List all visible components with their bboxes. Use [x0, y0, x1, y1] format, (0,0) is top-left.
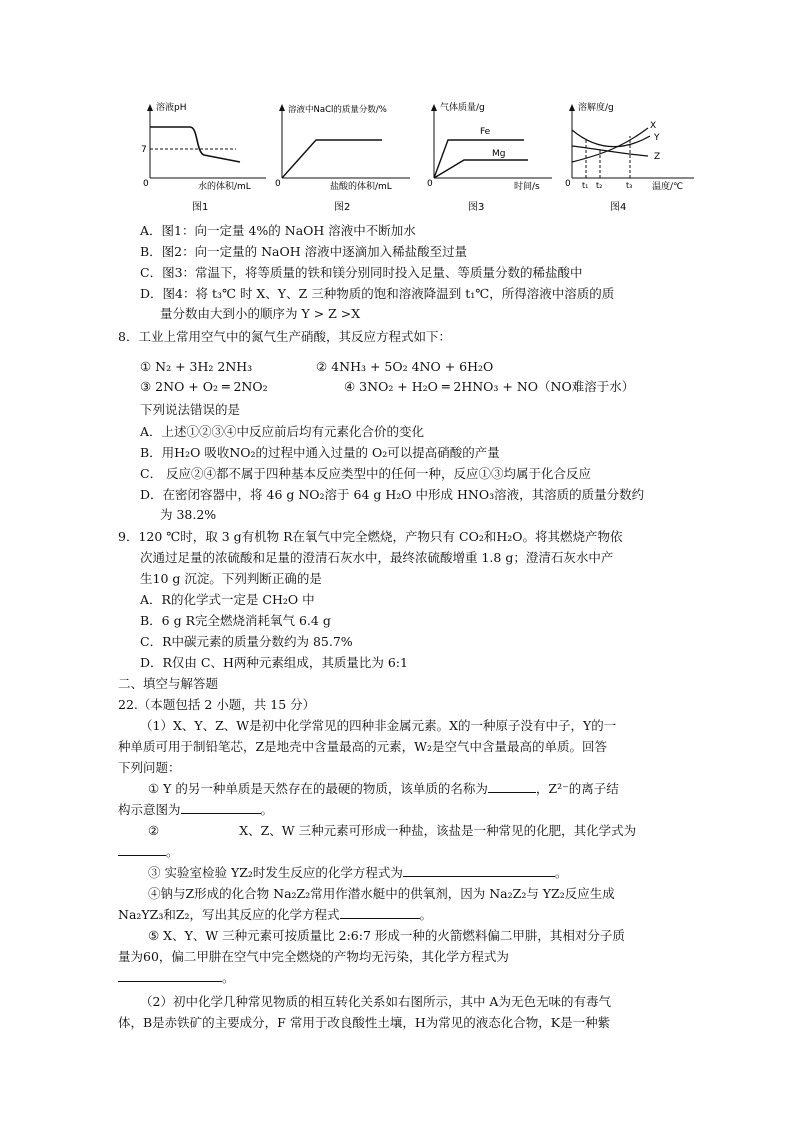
- q22-sub4-line2: [118, 906, 432, 924]
- q22-part1-line3: 下列问题：: [118, 760, 181, 775]
- answer-blank-diamond-name[interactable]: [488, 780, 536, 793]
- answer-blank-ion-diagram[interactable]: [181, 801, 261, 814]
- q22-sub1-text-d: 。: [260, 802, 274, 817]
- q7-option-d-line2: 量分数由大到小的顺序为 Y > Z >X: [160, 306, 361, 321]
- q7-option-a: A．图1：向一定量 4%的 NaOH 溶液中不断加水: [140, 223, 416, 238]
- answer-blank-co2-test-equation[interactable]: [403, 864, 555, 877]
- q22-part1-line2: 种单质可用于制铅笔芯，Z是地壳中含量最高的元素，W₂是空气中含量最高的单质。回答: [118, 739, 608, 754]
- fig3-fe-label: Fe: [480, 127, 491, 137]
- q22-part2-line1: （2）初中化学几种常见物质的相互转化关系如右图所示，其中 A为无色无味的有毒气: [140, 994, 611, 1009]
- fig2-caption: 图2: [334, 202, 351, 213]
- q22-sub2-line2: [118, 843, 179, 861]
- q9-option-d: D．R仅由 C、H两种元素组成，其质量比为 6:1: [140, 655, 408, 670]
- fig4-caption: 图4: [610, 202, 627, 213]
- q7-option-d-line1: D．图4：将 t₃℃ 时 X、Y、Z 三种物质的饱和溶液降温到 t₁℃，所得溶液中溶质的质: [140, 286, 615, 301]
- fig4-t2: t₂: [596, 181, 603, 190]
- q8-option-d-line2: 为 38.2%: [160, 507, 217, 522]
- q9-option-c: C．R中碳元素的质量分数约为 85.7%: [140, 634, 353, 649]
- q8-equation-4: ④ 3NO₂ + H₂O ═ 2HNO₃ + NO（NO难溶于水）: [344, 379, 635, 394]
- fig4-t3: t₃: [626, 181, 633, 190]
- fig4-origin: 0: [565, 179, 571, 189]
- q8-ask: 下列说法错误的是: [140, 402, 241, 417]
- fig1-xlabel: 水的体积/mL: [198, 182, 251, 192]
- q22-sub5-line1: ⑤ X、Y、W 三种元素可按质量比 2:6:7 形成一种的火箭燃料偏二甲肼，其相对分子质: [148, 928, 625, 943]
- q22-sub1-line2: [118, 801, 273, 819]
- q8-stem: 8．工业上常用空气中的氮气生产硝酸，其反应方程式如下：: [118, 329, 451, 344]
- figure-2: [272, 100, 412, 218]
- q8-option-a: A．上述①②③④中反应前后均有元素化合价的变化: [140, 424, 425, 439]
- q22-head: 22.（本题包括 2 小题，共 15 分）: [118, 697, 316, 712]
- figure-3: [424, 100, 554, 218]
- q22-part1-line1: （1）X、Y、Z、W是初中化学常见的四种非金属元素。X的一种原子没有中子，Y的一: [140, 718, 617, 733]
- fig4-z-label: Z: [654, 152, 661, 162]
- fig1-origin: 0: [143, 179, 149, 189]
- figure-1: [140, 100, 270, 218]
- fig4-t1: t₁: [582, 181, 589, 190]
- q7-option-c: C．图3：常温下，将等质量的铁和镁分别同时投入足量、等质量分数的稀盐酸中: [140, 265, 583, 280]
- q22-sub1-line1: [148, 780, 619, 798]
- q22-sub1-text-b: ，Z²⁻的离子结: [535, 781, 619, 796]
- q22-sub5-line3: [118, 969, 235, 987]
- q9-option-b: B．6 g R完全燃烧消耗氧气 6.4 g: [140, 613, 331, 628]
- figure-4: [564, 100, 698, 218]
- q22-sub2-line1: [148, 822, 636, 840]
- q8-equation-1: ① N₂ + 3H₂ 2NH₃: [140, 359, 253, 374]
- q22-sub1-text-c: 构示意图为: [118, 802, 181, 817]
- q22-sub4-text-c: 。: [419, 907, 433, 922]
- fig1-ylabel: 溶液pH: [156, 103, 187, 113]
- section-2-title: 二、填空与解答题: [118, 676, 219, 691]
- q22-sub2-text-b: X、Z、W 三种元素可形成一种盐，该盐是一种常见的化肥，其化学式为: [239, 823, 637, 838]
- answer-blank-na2o2-equation[interactable]: [340, 906, 420, 919]
- q9-stem-line3: 生10 g 沉淀。下列判断正确的是: [140, 571, 322, 586]
- q8-option-d-line1: D．在密闭容器中，将 46 g NO₂溶于 64 g H₂O 中形成 HNO₃溶液，其溶质的质量分数约: [140, 487, 645, 502]
- figures-row: [140, 100, 700, 220]
- q8-equation-2: ② 4NH₃ + 5O₂ 4NO + 6H₂O: [316, 359, 494, 374]
- fig4-x-label: X: [650, 121, 657, 131]
- q9-stem-line2: 次通过足量的浓硫酸和足量的澄清石灰水中，最终浓硫酸增重 1.8 g；澄清石灰水中产: [140, 550, 614, 565]
- q8-equation-3: ③ 2NO + O₂ ═ 2NO₂: [140, 379, 268, 394]
- fig3-ylabel: 气体质量/g: [440, 103, 485, 113]
- q22-sub3-text-b: 。: [554, 865, 568, 880]
- fig4-ylabel: 溶解度/g: [578, 103, 614, 113]
- q22-sub2-text-c: 。: [166, 844, 179, 859]
- q22-sub4-text-b: Na₂YZ₃和Z₂，写出其反应的化学方程式: [118, 907, 340, 922]
- fig3-origin: 0: [427, 179, 433, 189]
- q8-option-b: B．用H₂O 吸收NO₂的过程中通入过量的 O₂可以提高硝酸的产量: [140, 445, 500, 460]
- fig4-y-label: Y: [654, 133, 660, 143]
- q22-part2-line2: 体，B是赤铁矿的主要成分，F 常用于改良酸性土壤，H为常见的液态化合物，K是一种紫: [118, 1015, 611, 1030]
- fig4-xlabel: 温度/℃: [652, 182, 684, 192]
- fig2-origin: 0: [275, 179, 281, 189]
- q22-sub4-line1: ④钠与Z形成的化合物 Na₂Z₂常用作潜水艇中的供氧剂，因为 Na₂Z₂与 YZ₂反应生成: [148, 886, 615, 901]
- fig2-ylabel: 溶液中NaCl的质量分数/%: [288, 105, 387, 115]
- fig1-caption: 图1: [192, 202, 209, 213]
- fig2-xlabel: 盐酸的体积/mL: [330, 182, 392, 192]
- fig3-caption: 图3: [468, 202, 485, 213]
- q8-option-c: C． 反应②④都不属于四种基本反应类型中的任何一种，反应①③均属于化合反应: [140, 466, 592, 481]
- answer-blank-fertilizer-formula[interactable]: [118, 843, 166, 856]
- answer-blank-combustion-equation[interactable]: [118, 969, 222, 982]
- q9-stem-line1: 9．120 ℃时，取 3 g有机物 R在氧气中完全燃烧，产物只有 CO₂和H₂O。将其燃烧产物依: [118, 529, 623, 544]
- q22-sub3-text-a: ③ 实验室检验 YZ₂时发生反应的化学方程式为: [148, 865, 403, 880]
- q7-option-b: B．图2：向一定量的 NaOH 溶液中逐滴加入稀盐酸至过量: [140, 244, 468, 259]
- q22-sub3-line: [148, 864, 567, 882]
- fig3-xlabel: 时间/s: [514, 182, 540, 192]
- q22-sub2-text-a: ②: [148, 823, 160, 838]
- q22-sub5-line2: 量为60，偏二甲肼在空气中完全燃烧的产物均无污染，其化学方程式为: [118, 949, 509, 964]
- fig3-mg-label: Mg: [492, 149, 506, 159]
- q9-option-a: A．R的化学式一定是 CH₂O 中: [140, 592, 315, 607]
- q22-sub1-text-a: ① Y 的另一种单质是天然存在的最硬的物质，该单质的名称为: [148, 781, 488, 796]
- fig1-tick7: 7: [141, 145, 147, 155]
- q22-sub5-text-c: 。: [222, 970, 235, 985]
